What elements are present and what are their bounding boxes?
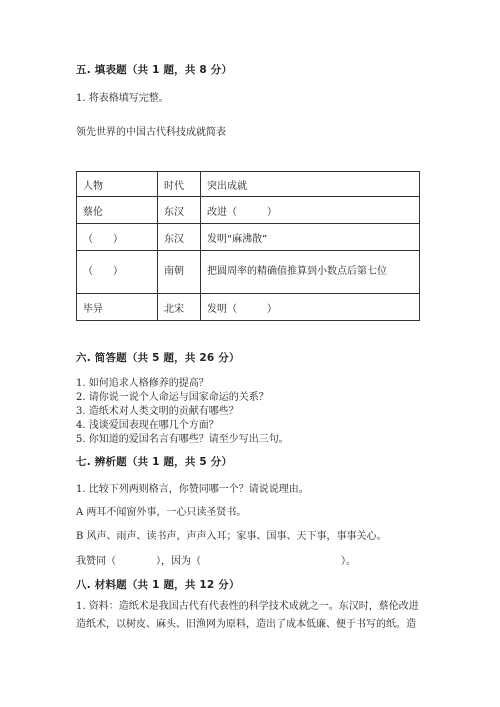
table-cell: 蔡伦 <box>77 197 158 224</box>
table-caption: 领先世界的中国古代科技成就简表 <box>76 127 226 138</box>
table-cell: 毕异 <box>77 294 158 321</box>
section-5-title: 五. 填表题（共 1 题，共 8 分） <box>76 64 233 76</box>
section-7-title: 七. 辨析题（共 1 题，共 5 分） <box>76 456 233 468</box>
table-cell: 发明“麻沸散” <box>201 224 420 251</box>
table-header-cell: 突出成就 <box>201 172 420 197</box>
table-row <box>77 294 420 321</box>
table-cell: 北宋 <box>158 294 201 321</box>
question-item: 2. 请你说一说个人命运与国家命运的关系？ <box>76 392 269 403</box>
table-cell: （ ） <box>77 251 158 294</box>
option-a: A 两耳不闻窗外事，一心只读圣贤书。 <box>76 507 247 518</box>
option-b: B 风声、雨声、读书声，声声入耳；家事、国事、天下事，事事关心。 <box>76 531 387 542</box>
table-header-row <box>77 172 420 197</box>
table-header-cell: 人物 <box>77 172 158 197</box>
table-cell: 东汉 <box>158 224 201 251</box>
question-item: 4. 浅谈爱国表现在哪几个方面？ <box>76 420 219 431</box>
section-5-question-1: 1. 将表格填写完整。 <box>76 93 169 104</box>
table-cell: 改进（ ） <box>201 197 420 224</box>
section-8-title: 八. 材料题（共 1 题，共 12 分） <box>76 579 240 591</box>
table-cell: 发明（ ） <box>201 294 420 321</box>
answer-line: 我赞同（ ），因为（ ）。 <box>76 556 356 567</box>
table-cell: （ ） <box>77 224 158 251</box>
question-item: 5. 你知道的爱国名言有哪些？请至少写出三句。 <box>76 434 289 445</box>
question-item: 3. 造纸术对人类文明的贡献有哪些？ <box>76 406 239 417</box>
section-7-question-1: 1. 比较下列两则格言，你赞同哪一个？请说说理由。 <box>76 484 309 495</box>
table-cell: 南朝 <box>158 251 201 294</box>
table-row <box>77 224 420 251</box>
table-cell: 把圆周率的精确值推算到小数点后第七位 <box>201 251 420 294</box>
section-6-title: 六. 简答题（共 5 题，共 26 分） <box>76 352 240 364</box>
material-paragraph: 1. 资料：造纸术是我国古代有代表性的科学技术成就之一。东汉时，蔡伦改进造纸术，以树皮、麻头、旧渔网为原料，造出了成本低廉、便于书写的纸。造 <box>76 601 419 630</box>
achievements-table <box>76 171 420 321</box>
question-item: 1. 如何追求人格修养的提高？ <box>76 378 209 389</box>
table-row <box>77 251 420 294</box>
table-row <box>77 197 420 224</box>
table-header-cell: 时代 <box>158 172 201 197</box>
table-cell: 东汉 <box>158 197 201 224</box>
